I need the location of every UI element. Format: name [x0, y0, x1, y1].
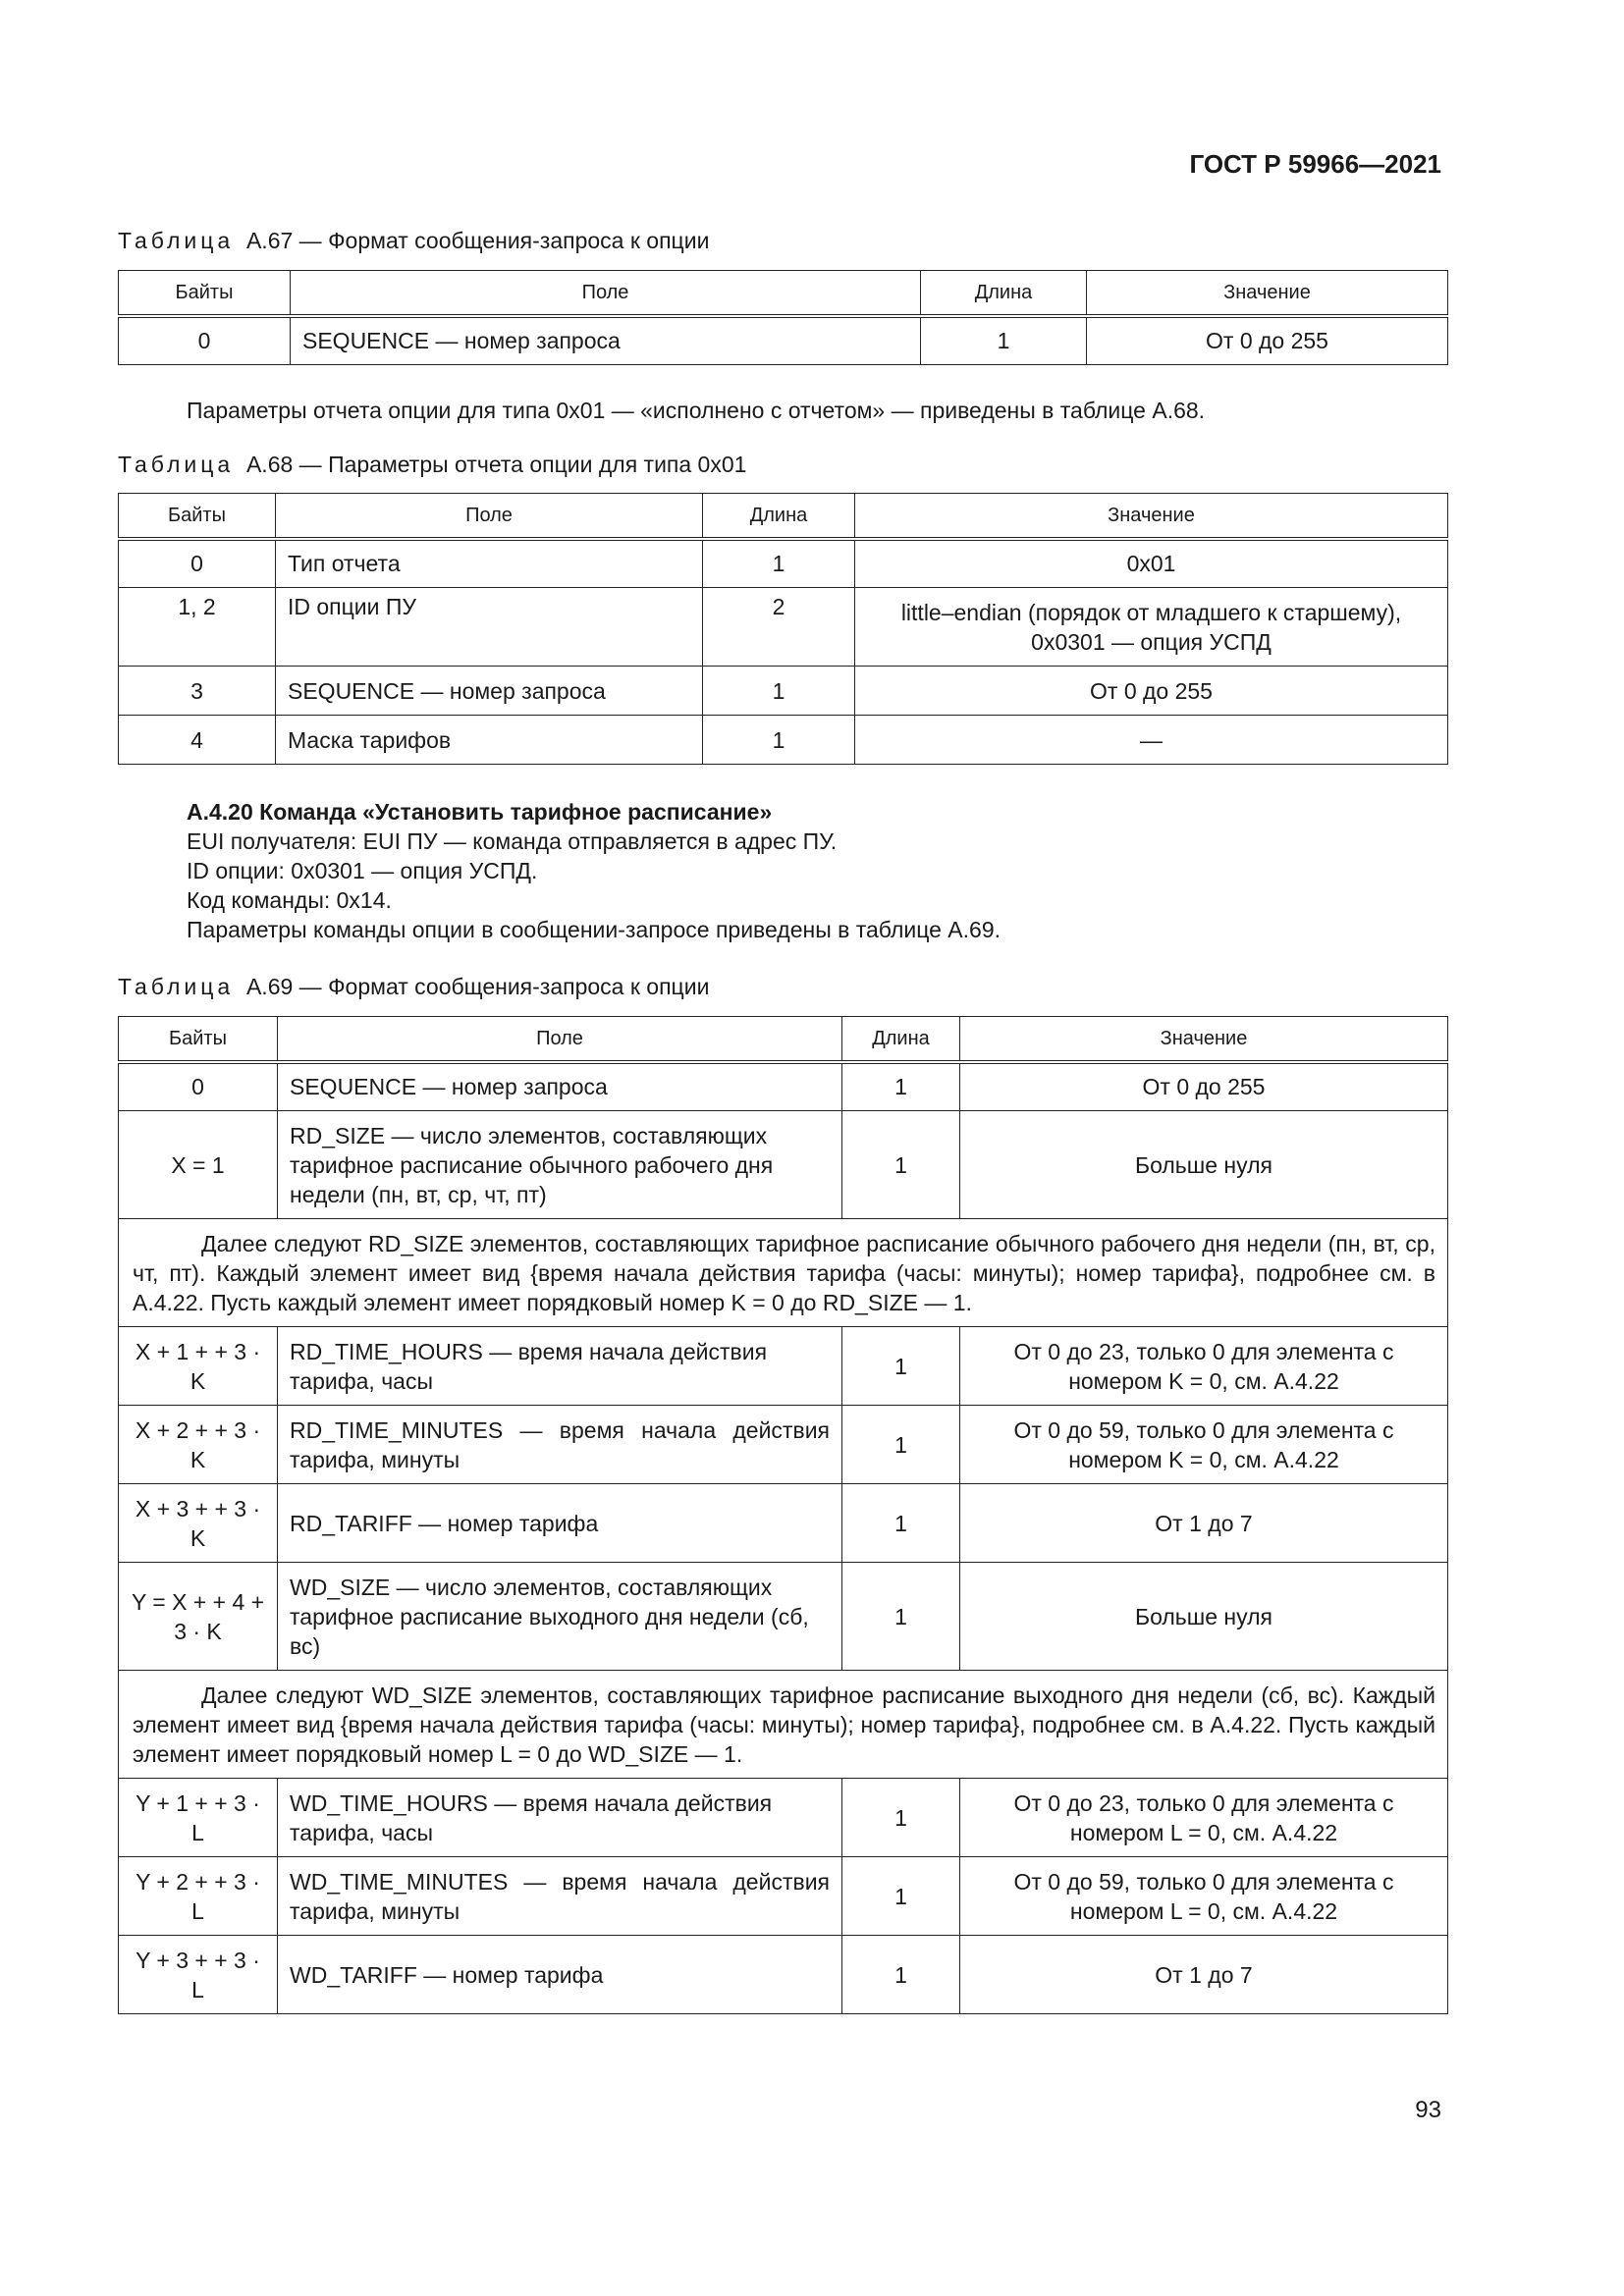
- caption-prefix: Таблица: [118, 228, 235, 253]
- header-bytes: Байты: [119, 271, 291, 316]
- cell-field: SEQUENCE — номер запроса: [276, 667, 703, 716]
- cell-value: От 1 до 7: [960, 1936, 1448, 2014]
- header-value: Значение: [960, 1017, 1448, 1062]
- cell-bytes: 0: [119, 1062, 278, 1111]
- table-row: [119, 1857, 1448, 1936]
- cell-value: От 0 до 23, только 0 для элемента с номером K = 0, см. А.4.22: [960, 1327, 1448, 1406]
- cell-bytes: X + 3 + + 3 · K: [119, 1484, 278, 1563]
- cell-field: ID опции ПУ: [276, 588, 703, 667]
- caption-text: А.69 — Формат сообщения-запроса к опции: [245, 974, 710, 999]
- header-bytes: Байты: [119, 494, 276, 539]
- cell-value: 0x01: [855, 539, 1448, 588]
- table-row: [119, 716, 1448, 765]
- table-a69-caption: [118, 974, 709, 1000]
- cell-value: От 0 до 255: [1087, 316, 1448, 365]
- cell-bytes: X + 2 + + 3 · K: [119, 1406, 278, 1484]
- table-a68: [118, 493, 1448, 765]
- cell-bytes: X = 1: [119, 1111, 278, 1219]
- cell-length: 1: [842, 1484, 960, 1563]
- cell-bytes: 0: [119, 539, 276, 588]
- cell-bytes: 3: [119, 667, 276, 716]
- caption-text: А.67 — Формат сообщения-запроса к опции: [245, 228, 710, 253]
- cell-bytes: 0: [119, 316, 291, 365]
- cell-length: 1: [842, 1111, 960, 1219]
- note-rd: [119, 1219, 1448, 1327]
- cell-length: 1: [703, 667, 855, 716]
- cell-field: RD_TIME_HOURS — время начала действия тарифа, часы: [278, 1327, 842, 1406]
- note-wd-text: Далее следуют WD_SIZE элементов, составляющих тарифное расписание выходного дня недели (сб, вс). Каждый элемент имеет вид {время начала действия тарифа (часы: минуты); номер тарифа}, подробнее см. в А.4.22. Пусть каждый элемент имеет порядковый номер L = 0 до WD_SIZE — 1.: [133, 1682, 1435, 1767]
- caption-text: А.68 — Параметры отчета опции для типа 0x01: [245, 452, 747, 477]
- cell-length: 2: [703, 588, 855, 667]
- cell-field: WD_TARIFF — номер тарифа: [278, 1936, 842, 2014]
- cell-length: 1: [842, 1062, 960, 1111]
- note-wd: [119, 1671, 1448, 1779]
- section-line: EUI получателя: EUI ПУ — команда отправляется в адрес ПУ.: [187, 828, 838, 854]
- table-row: [119, 1062, 1448, 1111]
- cell-bytes: Y + 2 + + 3 · L: [119, 1857, 278, 1936]
- table-row: [119, 1936, 1448, 2014]
- cell-length: 1: [842, 1563, 960, 1671]
- table-row: [119, 1111, 1448, 1219]
- header-length: Длина: [842, 1017, 960, 1062]
- cell-value: Больше нуля: [960, 1111, 1448, 1219]
- cell-field: RD_TARIFF — номер тарифа: [278, 1484, 842, 1563]
- cell-bytes: 4: [119, 716, 276, 765]
- header-field: Поле: [291, 271, 921, 316]
- cell-value: От 0 до 59, только 0 для элемента с номером L = 0, см. А.4.22: [960, 1857, 1448, 1936]
- cell-field: Маска тарифов: [276, 716, 703, 765]
- caption-prefix: Таблица: [118, 974, 235, 999]
- section-a420: [187, 797, 1001, 944]
- table-a68-caption: [118, 452, 746, 478]
- para-a68-intro: Параметры отчета опции для типа 0x01 — «исполнено с отчетом» — приведены в таблице А.68.: [187, 398, 1206, 423]
- cell-bytes: 1, 2: [119, 588, 276, 667]
- cell-field: WD_TIME_MINUTES — время начала действия тарифа, минуты: [278, 1857, 842, 1936]
- cell-value: Больше нуля: [960, 1563, 1448, 1671]
- header-length: Длина: [703, 494, 855, 539]
- note-rd-text: Далее следуют RD_SIZE элементов, составляющих тарифное расписание обычного рабочего дня недели (пн, вт, ср, чт, пт). Каждый элемент имеет вид {время начала действия тарифа (часы: минуты); номер тарифа}, подробнее см. в А.4.22. Пусть каждый элемент имеет порядковый номер K = 0 до RD_SIZE — 1.: [133, 1230, 1435, 1315]
- cell-length: 1: [842, 1327, 960, 1406]
- cell-field: RD_TIME_MINUTES — время начала действия тарифа, минуты: [278, 1406, 842, 1484]
- cell-bytes: Y = X + + 4 + 3 · K: [119, 1563, 278, 1671]
- header-field: Поле: [276, 494, 703, 539]
- cell-bytes: X + 1 + + 3 · K: [119, 1327, 278, 1406]
- table-a69: [118, 1016, 1448, 2014]
- header-value: Значение: [855, 494, 1448, 539]
- cell-value: От 0 до 255: [960, 1062, 1448, 1111]
- cell-value: От 1 до 7: [960, 1484, 1448, 1563]
- cell-length: 1: [703, 716, 855, 765]
- cell-length: 1: [842, 1406, 960, 1484]
- cell-length: 1: [842, 1779, 960, 1857]
- section-line: Код команды: 0x14.: [187, 887, 392, 913]
- cell-field: WD_TIME_HOURS — время начала действия тарифа, часы: [278, 1779, 842, 1857]
- caption-prefix: Таблица: [118, 452, 235, 477]
- table-a67: [118, 270, 1448, 365]
- table-row: [119, 1406, 1448, 1484]
- table-row: [119, 1327, 1448, 1406]
- header-length: Длина: [921, 271, 1087, 316]
- table-row: [119, 588, 1448, 667]
- header-bytes: Байты: [119, 1017, 278, 1062]
- cell-length: 1: [703, 539, 855, 588]
- header-value: Значение: [1087, 271, 1448, 316]
- cell-value: От 0 до 23, только 0 для элемента с номером L = 0, см. А.4.22: [960, 1779, 1448, 1857]
- section-title: А.4.20 Команда «Установить тарифное расписание»: [187, 799, 773, 825]
- table-row-note: [119, 1671, 1448, 1779]
- table-row: [119, 316, 1448, 365]
- cell-field: Тип отчета: [276, 539, 703, 588]
- header-field: Поле: [278, 1017, 842, 1062]
- cell-field: WD_SIZE — число элементов, составляющих тарифное расписание выходного дня недели (сб, вс): [278, 1563, 842, 1671]
- table-row-note: [119, 1219, 1448, 1327]
- page-number: 93: [1415, 2097, 1441, 2123]
- cell-value: little–endian (порядок от младшего к старшему), 0x0301 — опция УСПД: [855, 588, 1448, 667]
- table-row: [119, 667, 1448, 716]
- table-row: [119, 1563, 1448, 1671]
- cell-bytes: Y + 1 + + 3 · L: [119, 1779, 278, 1857]
- cell-field: RD_SIZE — число элементов, составляющих тарифное расписание обычного рабочего дня недели (пн, вт, ср, чт, пт): [278, 1111, 842, 1219]
- table-a67-caption: [118, 228, 709, 254]
- table-row: [119, 1484, 1448, 1563]
- cell-value: От 0 до 255: [855, 667, 1448, 716]
- document-id: ГОСТ Р 59966—2021: [1189, 149, 1441, 179]
- cell-length: 1: [842, 1936, 960, 2014]
- section-line: Параметры команды опции в сообщении-запросе приведены в таблице А.69.: [187, 917, 1001, 942]
- cell-value: —: [855, 716, 1448, 765]
- cell-field: SEQUENCE — номер запроса: [278, 1062, 842, 1111]
- cell-bytes: Y + 3 + + 3 · L: [119, 1936, 278, 2014]
- cell-length: 1: [921, 316, 1087, 365]
- cell-value: От 0 до 59, только 0 для элемента с номером K = 0, см. А.4.22: [960, 1406, 1448, 1484]
- section-line: ID опции: 0x0301 — опция УСПД.: [187, 858, 538, 883]
- cell-field: SEQUENCE — номер запроса: [291, 316, 921, 365]
- table-row: [119, 1779, 1448, 1857]
- table-row: [119, 539, 1448, 588]
- cell-length: 1: [842, 1857, 960, 1936]
